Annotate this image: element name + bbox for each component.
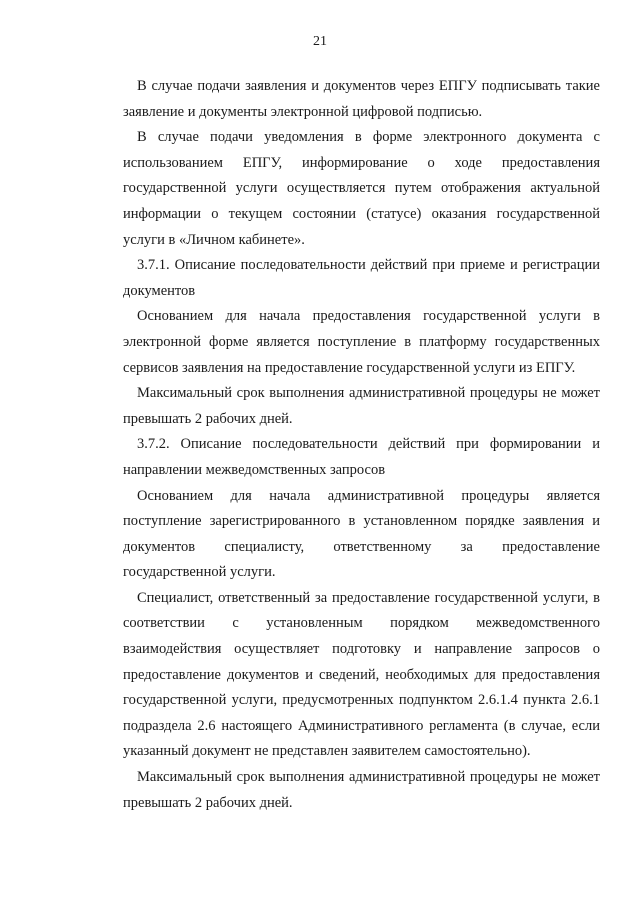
paragraph-basis-procedure: Основанием для начала административной процедуры является поступление зарегистрированного в установленном порядке заявления и документов специалисту, ответственному за предоставление государственной услуги. [123,487,600,581]
body-text [123,74,600,816]
paragraph-max-term-1: Максимальный срок выполнения административной процедуры не может превышать 2 рабочих дней. [123,385,600,427]
paragraph-basis-electronic: Основанием для начала предоставления государственной услуги в электронной форме является поступление в платформу государственных сервисов заявления на предоставление государственной услуги из ЕПГУ. [123,308,600,376]
paragraph-max-term-2: Максимальный срок выполнения административной процедуры не может превышать 2 рабочих дней. [123,769,600,811]
paragraph-specialist-requests: Специалист, ответственный за предоставление государственной услуги, в соответствии с установленным порядком межведомственного взаимодействия осуществляет подготовку и направление запросов о предоставление документов и сведений, необходимых для предоставления государственной услуги, предусмотренных подпунктом 2.6.1.4 пункта 2.6.1 подраздела 2.6 настоящего Административного регламента (в случае, если указанный документ не представлен заявителем самостоятельно). [123,589,600,760]
page-number: 21 [313,34,327,49]
section-heading-3-7-2: 3.7.2. Описание последовательности действий при формировании и направлении межведомственных запросов [123,436,600,478]
paragraph-notification-status: В случае подачи уведомления в форме электронного документа с использованием ЕПГУ, информирование о ходе предоставления государственной услуги осуществляется путем отображения актуальной информации о текущем состоянии (статусе) оказания государственной услуги в «Личном кабинете». [123,129,600,248]
section-heading-3-7-1: 3.7.1. Описание последовательности действий при приеме и регистрации документов [123,257,600,299]
paragraph-epgu-signature: В случае подачи заявления и документов через ЕПГУ подписывать такие заявление и документы электронной цифровой подписью. [123,78,600,120]
